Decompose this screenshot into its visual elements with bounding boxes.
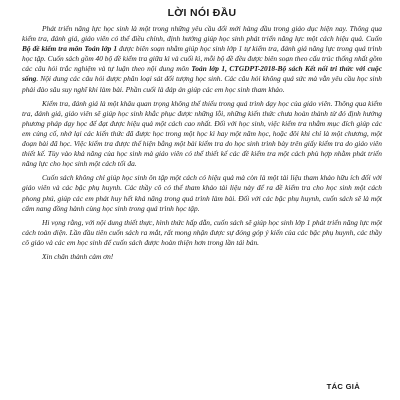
paragraph-text: . Nội dung các câu hỏi được phân loại sát đối tượng học sinh. Các câu hỏi không quá sức mà vẫn yêu cầu học sinh phải đào sâu suy nghĩ khi làm bài. Phần cuối là đáp án giúp các em học sinh tham khảo. <box>22 74 382 94</box>
paragraph-text: được biên soạn nhằm giúp học sinh lớp 1 tự kiểm tra, đánh giá năng lực trong quá trình học tập. Cuốn sách gồm 40 bộ đề kiểm tra giữa kì và cuối kì, mỗi bộ đề đều được biên soạn theo cấu trúc thống nhất gồm các câu hỏi trắc nghiệm và tự luận theo nội dung môn <box>22 44 382 74</box>
paragraph-text: Hi vọng rằng, với nội dung thiết thực, hình thức hấp dẫn, cuốn sách sẽ giúp học sinh lớp 1 phát triển năng lực một cách toàn diện. Lần đầu tiên cuốn sách ra mắt, rất mong nhận được sự đóng góp ý kiến của các bậc phụ huynh, các thầy cô giáo và các em học sinh để cuốn sách được hoàn thiện hơn trong lần tái bản. <box>22 217 382 247</box>
author-signature: TÁC GIẢ <box>326 382 360 391</box>
paragraph-1 <box>22 24 382 95</box>
paragraph-2 <box>22 99 382 170</box>
curriculum-text: Toán lớp 1, CTGDPT-2018-Bộ sách Kết nối tri thức với cuộc sống <box>22 64 382 84</box>
paragraph-4 <box>22 218 382 248</box>
paragraph-3 <box>22 173 382 213</box>
page-title: LỜI NÓI ĐẦU <box>167 7 237 19</box>
paragraph-text: Kiểm tra, đánh giá là một khâu quan trọng không thể thiếu trong quá trình dạy học của giáo viên. Thông qua kiểm tra, đánh giá, giáo viên sẽ giúp học sinh khắc phục được những lỗi, những kiến thức chưa hoàn thành từ đó định hướng phương pháp dạy học để đạt được hiệu quả một cách cao nhất. Đối với học sinh, việc kiểm tra nhằm mục đích giúp các em củng cố, nhớ lại các kiến thức đã được học trong một học kì hay một năm học, hoặc đôi khi chỉ là một chương, một đoạn bài đã học. Việc kiểm tra được thể hiện bằng một bài kiểm tra do học sinh trình bày trên giấy kiểm tra do giáo viên thiết kế. Tùy vào khả năng của học sinh mà giáo viên có thể thiết kế các đề kiểm tra một cách phù hợp nhằm phát triển năng lực cho học sinh một cách tối đa. <box>22 98 382 169</box>
paragraph-text: Cuốn sách không chỉ giúp học sinh ôn tập một cách có hiệu quả mà còn là một tài liệu tham khảo hữu ích đối với giáo viên và các bậc phụ huynh. Các thầy cô có thể tham khảo tài liệu này để ra đề kiểm tra cho học sinh một cách phong phú, giúp các em phát huy hết khả năng trong quá trình làm bài. Đối với các bậc phụ huynh, cuốn sách sẽ là một cẩm nang đồng hành cùng học sinh trong quá trình học tập. <box>22 173 382 213</box>
closing-line: Xin chân thành cảm ơn! <box>42 251 114 261</box>
book-title-text: Bộ đề kiểm tra môn Toán lớp 1 <box>22 44 118 54</box>
paragraph-text: Phát triển năng lực học sinh là một trong những yêu cầu đổi mới hàng đầu trong giáo dục hiện nay. Thông qua kiểm tra, đánh giá, giáo viên có thể điều chỉnh, định hướng giúp học sinh phát triển năng lực một cách hiệu quả. Cuốn <box>22 24 382 44</box>
